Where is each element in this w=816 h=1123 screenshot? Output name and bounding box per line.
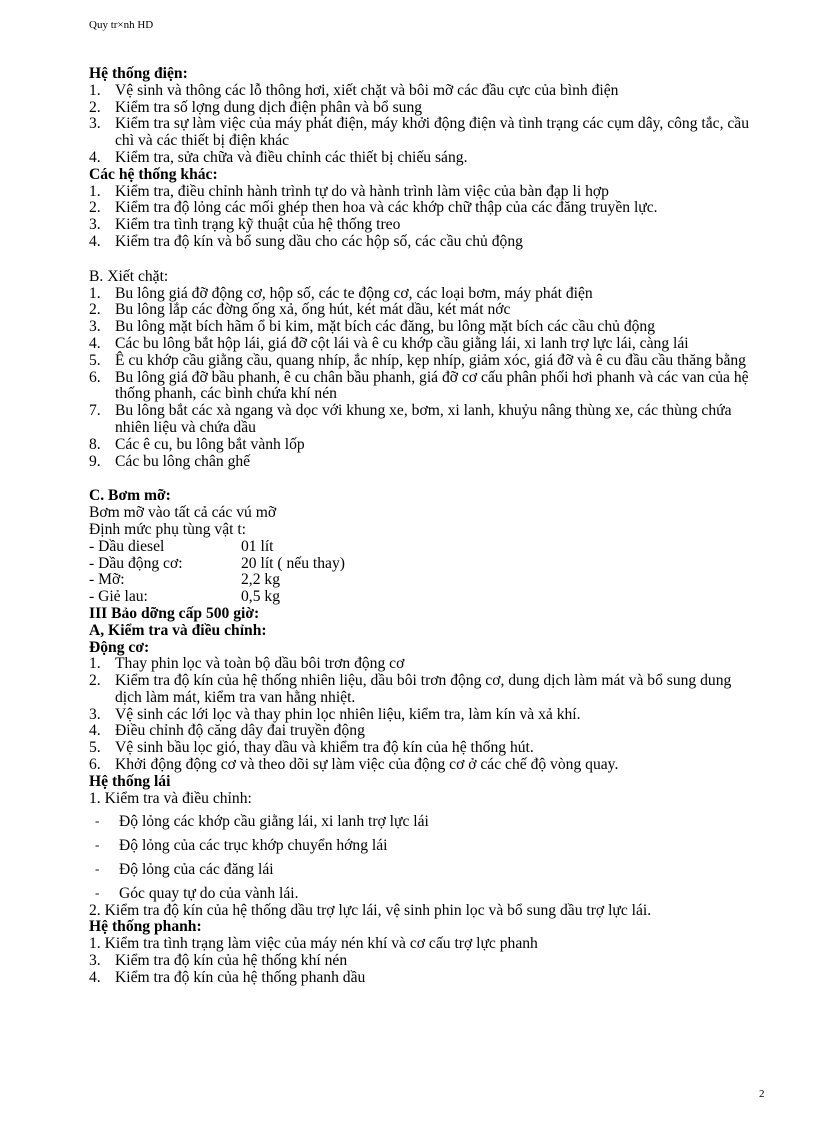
list-item [89, 83, 761, 100]
list-item [89, 437, 761, 454]
list-number: 4. [89, 232, 101, 250]
list-text: Bu lông mặt bích hãm ổ bi kim, mặt bích các đăng, bu lông mặt bích các cầu chủ động [115, 318, 656, 336]
blank-line [89, 251, 761, 269]
steering-subtitle: 1. Kiểm tra và điều chỉnh: [89, 789, 252, 807]
list-item [89, 454, 761, 471]
list-number: 9. [89, 452, 101, 470]
list-item [89, 740, 761, 757]
list-number: 3. [89, 952, 101, 970]
list-text: Các ê cu, bu lông bắt vành lốp [115, 435, 305, 453]
list-number: 2. [89, 301, 101, 319]
section-heading-other-systems: Các hệ thống khác: [89, 165, 218, 183]
list-item [89, 707, 761, 724]
list-number: 6. [89, 756, 101, 774]
list-item [89, 673, 761, 707]
list-text: Ê cu khớp cầu giằng cầu, quang nhíp, ắc nhíp, kẹp nhíp, giảm xóc, giá đỡ và ê cu đầu cầu thăng bằng [115, 351, 746, 369]
list-text: Bu lông bắt các xà ngang và dọc với khung xe, bơm, xi lanh, khuỷu nâng thùng xe, các thùng chứa nhiên liệu và chứa dầu [115, 402, 732, 436]
list-number: 5. [89, 351, 101, 369]
parts-value: 2,2 kg [241, 571, 280, 589]
page-header: Quy tr×nh HD [89, 19, 154, 31]
list-number: 3. [89, 115, 101, 133]
list-text: Thay phin lọc và toàn bộ dầu bôi trơn động cơ [115, 655, 405, 673]
parts-norm-title: Định mức phụ tùng vật t: [89, 520, 247, 538]
section-heading-brakes: Hệ thống phanh: [89, 918, 202, 936]
list-item [89, 953, 761, 970]
list-item [89, 403, 761, 437]
list-text: Khởi động động cơ và theo dõi sự làm việc của động cơ ở các chế độ vòng quay. [115, 756, 619, 774]
list-item [89, 353, 761, 370]
list-number: 3. [89, 318, 101, 336]
list-number: 1. [89, 182, 101, 200]
list-item [89, 319, 761, 336]
list-number: 6. [89, 368, 101, 386]
list-text: Kiểm tra độ kín và bổ sung dầu cho các hộp số, các cầu chủ động [115, 232, 523, 250]
dash-text: Độ lỏng các khớp cầu giằng lái, xi lanh trợ lực lái [119, 813, 429, 831]
dash-bullet: - [95, 813, 100, 829]
greasing-text: Bơm mỡ vào tất cả các vú mỡ [89, 504, 277, 522]
list-item [89, 970, 761, 987]
list-item [89, 656, 761, 673]
list-item [89, 336, 761, 353]
dash-item [89, 814, 761, 831]
dash-text: Độ lỏng của các trục khớp chuyển hớng lái [119, 837, 388, 855]
list-item [89, 370, 761, 404]
list-item [89, 723, 761, 740]
dash-bullet: - [95, 837, 100, 853]
list-number: 1. [89, 284, 101, 302]
list-number: 2. [89, 199, 101, 217]
list-text: Kiểm tra độ kín của hệ thống phanh dầu [115, 968, 366, 986]
list-item [89, 286, 761, 303]
list-number: 8. [89, 435, 101, 453]
list-number: 3. [89, 705, 101, 723]
list-item [89, 150, 761, 167]
list-item [89, 217, 761, 234]
list-text: Bu lông giá đỡ động cơ, hộp số, các te động cơ, các loại bơm, máy phát điện [115, 284, 593, 302]
dash-bullet: - [95, 861, 100, 877]
list-number: 5. [89, 739, 101, 757]
list-number: 2. [89, 98, 101, 116]
parts-value: 01 lít [241, 537, 274, 555]
list-text: Bu lông lắp các đờng ống xả, ống hút, két mát dầu, két mát nớc [115, 301, 511, 319]
section-heading-greasing: C. Bơm mỡ: [89, 487, 171, 505]
section-heading-engine: Động cơ: [89, 638, 150, 656]
list-item [89, 302, 761, 319]
section-heading-500h: III Bảo dỡng cấp 500 giờ: [89, 604, 260, 622]
parts-name: - Dầu diesel [89, 537, 165, 555]
list-text: Kiểm tra, điều chỉnh hành trình tự do và hành trình làm việc của bàn đạp li hợp [115, 182, 609, 200]
dash-item [89, 838, 761, 855]
dash-bullet: - [95, 884, 100, 900]
brake-item-1: 1. Kiểm tra tình trạng làm việc của máy nén khí và cơ cấu trợ lực phanh [89, 935, 538, 953]
list-number: 1. [89, 655, 101, 673]
blank-line [89, 470, 761, 488]
section-heading-electrical: Hệ thống điện: [89, 65, 188, 82]
list-text: Vệ sinh bầu lọc gió, thay dầu và khiểm tra độ kín của hệ thống hút. [115, 739, 534, 757]
list-number: 3. [89, 216, 101, 234]
steering-item-2: 2. Kiểm tra độ kín của hệ thống dầu trợ lực lái, vệ sinh phin lọc và bổ sung dầu trợ lực lái. [89, 901, 652, 919]
list-text: Vệ sinh và thông các lỗ thông hơi, xiết chặt và bôi mỡ các đầu cực của bình điện [115, 81, 619, 99]
parts-value: 20 lít ( nếu thay) [241, 554, 345, 572]
dash-text: Độ lỏng của các đăng lái [119, 861, 274, 879]
list-number: 2. [89, 672, 101, 690]
section-heading-steering: Hệ thống lái [89, 772, 171, 790]
parts-value: 0,5 kg [241, 588, 280, 606]
list-number: 4. [89, 968, 101, 986]
list-text: Kiểm tra độ kín của hệ thống khí nén [115, 952, 348, 970]
list-text: Vệ sinh các lới lọc và thay phin lọc nhiên liệu, kiểm tra, làm kín và xả khí. [115, 705, 581, 723]
list-text: Kiểm tra sự làm việc của máy phát điện, máy khởi động điện và tình trạng các cụm dây, công tắc, cầu chì và các thiết bị điện khác [115, 115, 750, 150]
dash-item [89, 886, 761, 903]
list-text: Kiểm tra độ lỏng các mối ghép then hoa và các khớp chữ thập của các đăng truyền lực. [115, 199, 658, 217]
list-number: 4. [89, 334, 101, 352]
section-heading-tightening: B. Xiết chặt: [89, 267, 169, 285]
page-number: 2 [759, 1088, 765, 1100]
document-body [89, 66, 761, 987]
parts-name: - Dầu động cơ: [89, 554, 183, 572]
dash-item [89, 862, 761, 879]
list-number: 7. [89, 402, 101, 420]
list-text: Kiểm tra, sửa chữa và điều chỉnh các thiết bị chiếu sáng. [115, 148, 468, 166]
list-text: Kiểm tra số lợng dung dịch điện phân và bổ sung [115, 98, 423, 116]
section-heading-check-adjust: A, Kiểm tra và điều chỉnh: [89, 621, 267, 639]
list-text: Các bu lông chân ghế [115, 452, 251, 470]
list-number: 4. [89, 148, 101, 166]
list-item [89, 757, 761, 774]
parts-row [89, 572, 761, 589]
list-number: 4. [89, 722, 101, 740]
parts-row [89, 539, 761, 556]
list-item [89, 116, 761, 150]
list-number: 1. [89, 81, 101, 99]
list-item [89, 200, 761, 217]
list-text: Các bu lông bắt hộp lái, giá đỡ cột lái và ê cu khớp cầu giằng lái, xi lanh trợ lực lái, càng lái [115, 334, 689, 352]
list-text: Kiểm tra độ kín của hệ thống nhiên liệu, dầu bôi trơn động cơ, dung dịch làm mát và bổ sung dung dịch làm mát, kiểm tra van hằng nhiệt. [115, 672, 732, 706]
parts-row [89, 556, 761, 573]
list-text: Kiểm tra tình trạng kỹ thuật của hệ thống treo [115, 216, 401, 234]
list-text: Bu lông giá đỡ bầu phanh, ê cu chân bầu phanh, giá đỡ cơ cấu phân phối hơi phanh và các van của hệ thống phanh, các bình chứa khí nén [115, 368, 749, 403]
dash-text: Góc quay tự do của vành lái. [119, 884, 299, 902]
list-item [89, 100, 761, 117]
list-text: Điều chỉnh độ căng dây đai truyền động [115, 722, 365, 740]
list-item [89, 234, 761, 251]
parts-name: - Giẻ lau: [89, 588, 148, 606]
list-item [89, 184, 761, 201]
parts-row [89, 589, 761, 606]
parts-name: - Mỡ: [89, 571, 125, 589]
